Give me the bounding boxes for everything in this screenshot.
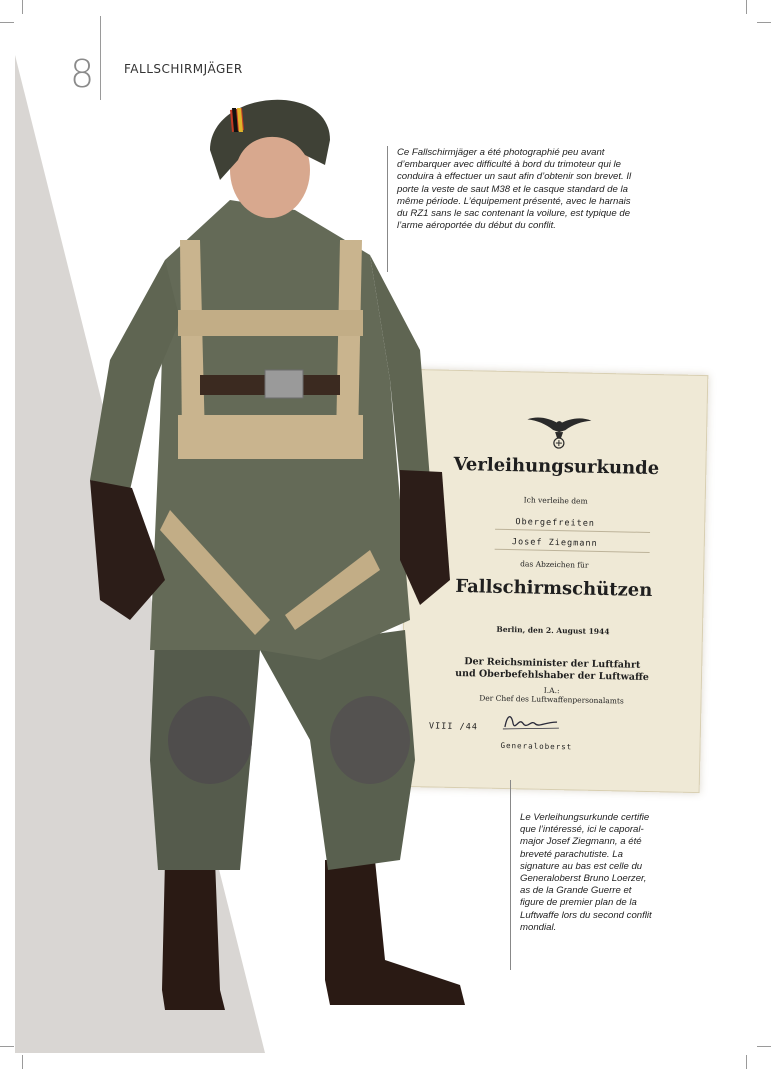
signature	[501, 709, 561, 734]
certificate-authority: und Oberbefehlshaber der Luftwaffe	[455, 667, 649, 684]
caption-bottom	[520, 812, 658, 934]
certificate-name: Josef Ziegmann	[511, 537, 598, 549]
certificate-rank: Obergefreiten	[515, 517, 596, 529]
certificate-authority: Der Reichsminister der Luftfahrt	[464, 656, 641, 671]
page-number: 8	[70, 52, 95, 96]
certificate-line: das Abzeichen für	[520, 559, 589, 570]
caption-text: Le Verleihungsurkunde certifie que l’intéressé, ici le caporal-major Josef Ziegmann, a été breveté parachutiste. La signature au bas est celle du Generaloberst Bruno Loerzer, as de la Grande Guerre et figure de premier plan de la Luftwaffe lors du second conflit mondial.	[520, 812, 652, 933]
certificate-line: Ich verleihe dem	[523, 495, 588, 506]
certificate-place-date: Berlin, den 2. August 1944	[496, 624, 610, 637]
certificate-award: Fallschirmschützen	[455, 575, 653, 602]
caption-rule	[510, 780, 511, 970]
chapter-title: FALLSCHIRMJÄGER	[124, 62, 243, 76]
caption-text: Ce Fallschirmjäger a été photographié peu avant d’embarquer avec difficulté à bord du trimoteur qui le conduira à effectuer un saut afin d’obtenir son brevet. Il porte la veste de saut M38 et le casque standard de la même période. L’équipement présenté, avec le harnais du RZ1 sans le sac contenant la voilure, est typique de l’arme aéroportée du début du conflit.	[397, 147, 632, 232]
certificate-ia: I.A.:	[543, 685, 560, 696]
certificate-chief: Der Chef des Luftwaffenpersonalamts	[479, 693, 624, 706]
certificate-signer: Generaloberst	[500, 740, 573, 752]
eagle-emblem-icon	[527, 409, 592, 450]
paratrooper-photo	[70, 60, 490, 1020]
certificate-reference: VIII /44	[428, 721, 478, 733]
certificate-title: Verleihungsurkunde	[453, 453, 660, 480]
